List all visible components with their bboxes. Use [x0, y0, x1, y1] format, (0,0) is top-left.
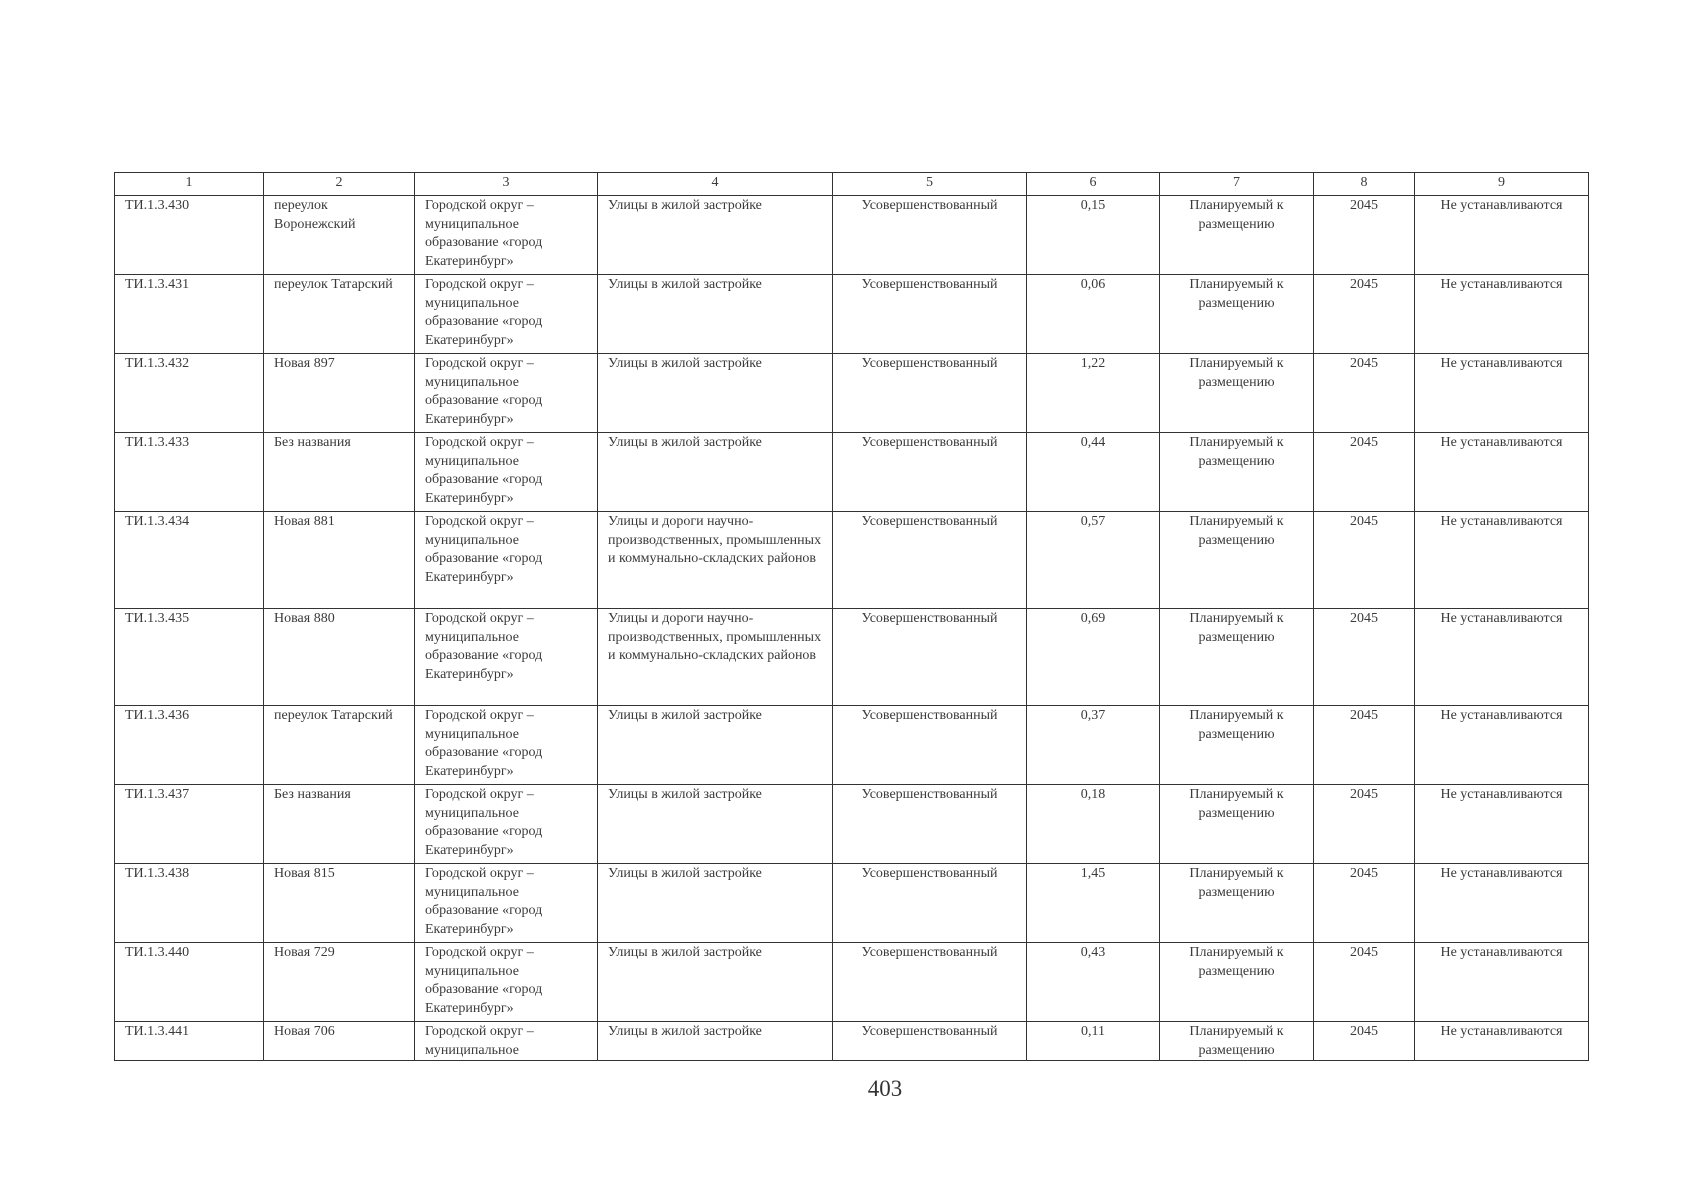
cell-year: 2045 — [1314, 785, 1415, 864]
header-row — [115, 173, 1589, 196]
cell-zones: Не устанавливаются — [1415, 512, 1589, 609]
cell-surface: Усовершенствованный — [833, 275, 1027, 354]
cell-street-type: Улицы и дороги научно-производственных, промышленных и коммунально-складских районов — [598, 512, 833, 609]
cell-surface: Усовершенствованный — [833, 512, 1027, 609]
cell-street-type: Улицы в жилой застройке — [598, 275, 833, 354]
cell-street-type: Улицы в жилой застройке — [598, 196, 833, 275]
header-cell-col1: 1 — [115, 173, 264, 196]
cell-length: 0,44 — [1027, 433, 1160, 512]
cell-length: 0,18 — [1027, 785, 1160, 864]
cell-status: Планируемый к размещению — [1160, 196, 1314, 275]
cell-status: Планируемый к размещению — [1160, 433, 1314, 512]
cell-municipality: Городской округ – муниципальное — [415, 1022, 598, 1061]
cell-id: ТИ.1.3.433 — [115, 433, 264, 512]
cell-year: 2045 — [1314, 433, 1415, 512]
cell-length: 0,37 — [1027, 706, 1160, 785]
cell-id: ТИ.1.3.440 — [115, 943, 264, 1022]
cell-name: Без названия — [264, 785, 415, 864]
cell-zones: Не устанавливаются — [1415, 354, 1589, 433]
cell-id: ТИ.1.3.434 — [115, 512, 264, 609]
cell-length: 1,22 — [1027, 354, 1160, 433]
cell-municipality: Городской округ – муниципальное образование «город Екатеринбург» — [415, 275, 598, 354]
cell-street-type: Улицы в жилой застройке — [598, 943, 833, 1022]
cell-surface: Усовершенствованный — [833, 196, 1027, 275]
cell-surface: Усовершенствованный — [833, 864, 1027, 943]
cell-id: ТИ.1.3.437 — [115, 785, 264, 864]
cell-id: ТИ.1.3.435 — [115, 609, 264, 706]
table-header — [115, 173, 1589, 196]
cell-name: Без названия — [264, 433, 415, 512]
table-row — [115, 609, 1589, 706]
cell-name: переулок Татарский — [264, 706, 415, 785]
cell-id: ТИ.1.3.438 — [115, 864, 264, 943]
table-row — [115, 785, 1589, 864]
table-row — [115, 864, 1589, 943]
cell-name: Новая 706 — [264, 1022, 415, 1061]
table-body — [115, 196, 1589, 1061]
cell-name: Новая 729 — [264, 943, 415, 1022]
cell-zones: Не устанавливаются — [1415, 433, 1589, 512]
cell-id: ТИ.1.3.436 — [115, 706, 264, 785]
cell-zones: Не устанавливаются — [1415, 1022, 1589, 1061]
cell-surface: Усовершенствованный — [833, 943, 1027, 1022]
cell-municipality: Городской округ – муниципальное образование «город Екатеринбург» — [415, 354, 598, 433]
cell-year: 2045 — [1314, 512, 1415, 609]
cell-year: 2045 — [1314, 196, 1415, 275]
cell-municipality: Городской округ – муниципальное образование «город Екатеринбург» — [415, 943, 598, 1022]
cell-name: переулок Воронежский — [264, 196, 415, 275]
header-cell-col8: 8 — [1314, 173, 1415, 196]
table-row — [115, 196, 1589, 275]
cell-status: Планируемый к размещению — [1160, 275, 1314, 354]
cell-length: 0,15 — [1027, 196, 1160, 275]
cell-street-type: Улицы и дороги научно-производственных, промышленных и коммунально-складских районов — [598, 609, 833, 706]
table-row — [115, 433, 1589, 512]
cell-street-type: Улицы в жилой застройке — [598, 433, 833, 512]
cell-year: 2045 — [1314, 864, 1415, 943]
cell-municipality: Городской округ – муниципальное образование «город Екатеринбург» — [415, 433, 598, 512]
cell-zones: Не устанавливаются — [1415, 864, 1589, 943]
cell-status: Планируемый к размещению — [1160, 512, 1314, 609]
cell-surface: Усовершенствованный — [833, 433, 1027, 512]
cell-status: Планируемый к размещению — [1160, 1022, 1314, 1061]
cell-surface: Усовершенствованный — [833, 1022, 1027, 1061]
street-table — [114, 172, 1589, 1061]
header-cell-col6: 6 — [1027, 173, 1160, 196]
cell-municipality: Городской округ – муниципальное образование «город Екатеринбург» — [415, 864, 598, 943]
table-row — [115, 354, 1589, 433]
cell-municipality: Городской округ – муниципальное образование «город Екатеринбург» — [415, 512, 598, 609]
cell-name: Новая 897 — [264, 354, 415, 433]
cell-zones: Не устанавливаются — [1415, 275, 1589, 354]
cell-year: 2045 — [1314, 1022, 1415, 1061]
table-row — [115, 275, 1589, 354]
header-cell-col9: 9 — [1415, 173, 1589, 196]
cell-zones: Не устанавливаются — [1415, 785, 1589, 864]
table-row — [115, 512, 1589, 609]
cell-status: Планируемый к размещению — [1160, 609, 1314, 706]
cell-status: Планируемый к размещению — [1160, 785, 1314, 864]
cell-status: Планируемый к размещению — [1160, 354, 1314, 433]
header-cell-col2: 2 — [264, 173, 415, 196]
table-row — [115, 1022, 1589, 1061]
cell-municipality: Городской округ – муниципальное образование «город Екатеринбург» — [415, 785, 598, 864]
cell-status: Планируемый к размещению — [1160, 864, 1314, 943]
cell-municipality: Городской округ – муниципальное образование «город Екатеринбург» — [415, 706, 598, 785]
cell-surface: Усовершенствованный — [833, 609, 1027, 706]
cell-id: ТИ.1.3.441 — [115, 1022, 264, 1061]
table-row — [115, 943, 1589, 1022]
cell-zones: Не устанавливаются — [1415, 706, 1589, 785]
cell-length: 0,57 — [1027, 512, 1160, 609]
cell-name: Новая 880 — [264, 609, 415, 706]
page-number: 403 — [867, 1076, 903, 1101]
cell-zones: Не устанавливаются — [1415, 196, 1589, 275]
cell-status: Планируемый к размещению — [1160, 943, 1314, 1022]
cell-street-type: Улицы в жилой застройке — [598, 354, 833, 433]
cell-street-type: Улицы в жилой застройке — [598, 706, 833, 785]
cell-surface: Усовершенствованный — [833, 706, 1027, 785]
header-cell-col3: 3 — [415, 173, 598, 196]
cell-name: Новая 815 — [264, 864, 415, 943]
cell-id: ТИ.1.3.430 — [115, 196, 264, 275]
cell-year: 2045 — [1314, 354, 1415, 433]
cell-id: ТИ.1.3.432 — [115, 354, 264, 433]
table-row — [115, 706, 1589, 785]
cell-length: 0,43 — [1027, 943, 1160, 1022]
cell-street-type: Улицы в жилой застройке — [598, 864, 833, 943]
cell-street-type: Улицы в жилой застройке — [598, 785, 833, 864]
cell-id: ТИ.1.3.431 — [115, 275, 264, 354]
header-cell-col5: 5 — [833, 173, 1027, 196]
cell-year: 2045 — [1314, 706, 1415, 785]
cell-length: 1,45 — [1027, 864, 1160, 943]
cell-street-type: Улицы в жилой застройке — [598, 1022, 833, 1061]
cell-zones: Не устанавливаются — [1415, 943, 1589, 1022]
cell-name: Новая 881 — [264, 512, 415, 609]
cell-year: 2045 — [1314, 275, 1415, 354]
cell-zones: Не устанавливаются — [1415, 609, 1589, 706]
cell-municipality: Городской округ – муниципальное образование «город Екатеринбург» — [415, 196, 598, 275]
cell-year: 2045 — [1314, 609, 1415, 706]
header-cell-col4: 4 — [598, 173, 833, 196]
cell-status: Планируемый к размещению — [1160, 706, 1314, 785]
cell-surface: Усовершенствованный — [833, 354, 1027, 433]
cell-length: 0,06 — [1027, 275, 1160, 354]
header-cell-col7: 7 — [1160, 173, 1314, 196]
cell-length: 0,11 — [1027, 1022, 1160, 1061]
cell-municipality: Городской округ – муниципальное образование «город Екатеринбург» — [415, 609, 598, 706]
cell-length: 0,69 — [1027, 609, 1160, 706]
cell-surface: Усовершенствованный — [833, 785, 1027, 864]
cell-name: переулок Татарский — [264, 275, 415, 354]
cell-year: 2045 — [1314, 943, 1415, 1022]
